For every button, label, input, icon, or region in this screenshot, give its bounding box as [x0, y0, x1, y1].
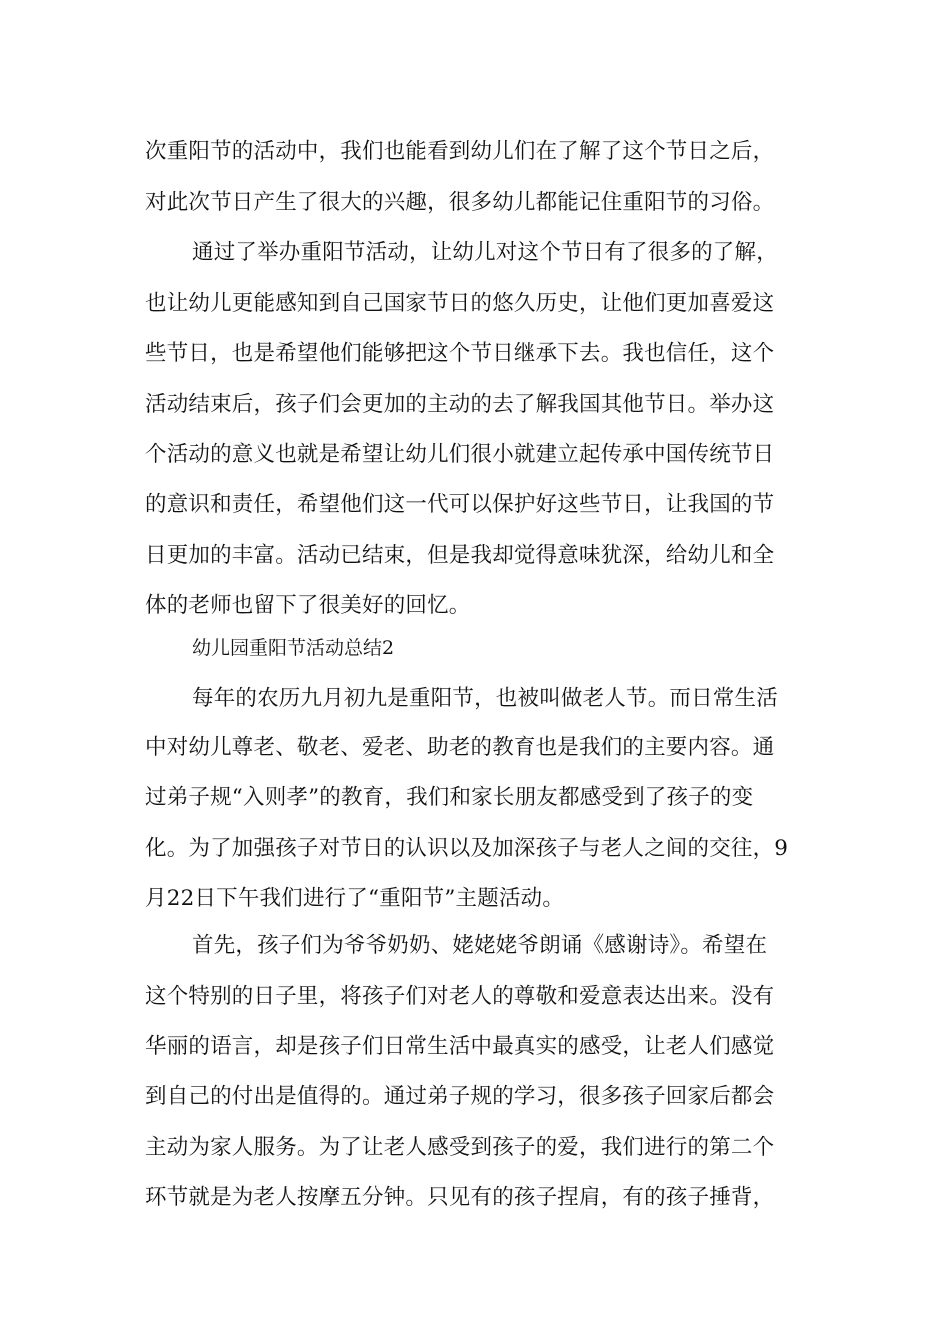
paragraph-start-line: 通过了举办重阳节活动，让幼儿对这个节日有了很多的了解， — [192, 240, 778, 265]
text-line: 的意识和责任，希望他们这一代可以保护好这些节日，让我国的节 — [145, 492, 775, 517]
text-line: 过弟子规“入则孝”的教育，我们和家长朋友都感受到了孩子的变 — [145, 785, 754, 810]
text-line: 些节日，也是希望他们能够把这个节日继承下去。我也信任，这个 — [145, 341, 775, 366]
text-line: 环节就是为老人按摩五分钟。只见有的孩子捏肩，有的孩子捶背， — [145, 1185, 775, 1210]
text-line: 到自己的付出是值得的。通过弟子规的学习，很多孩子回家后都会 — [145, 1084, 775, 1109]
text-line: 这个特别的日子里，将孩子们对老人的尊敬和爱意表达出来。没有 — [145, 984, 775, 1009]
text-line: 对此次节日产生了很大的兴趣，很多幼儿都能记住重阳节的习俗。 — [145, 190, 775, 215]
paragraph-start-line: 首先，孩子们为爷爷奶奶、姥姥姥爷朗诵《感谢诗》。希望在 — [192, 933, 768, 958]
text-line: 个活动的意义也就是希望让幼儿们很小就建立起传承中国传统节日 — [145, 442, 775, 467]
text-line: 化。为了加强孩子对节日的认识以及加深孩子与老人之间的交往，9 — [145, 836, 789, 861]
text-line: 体的老师也留下了很美好的回忆。 — [145, 593, 471, 618]
text-line: 月22日下午我们进行了“重阳节”主题活动。 — [145, 886, 565, 911]
text-line: 中对幼儿尊老、敬老、爱老、助老的教育也是我们的主要内容。通 — [145, 735, 775, 760]
text-line: 华丽的语言，却是孩子们日常生活中最真实的感受，让老人们感觉 — [145, 1034, 775, 1059]
text-line: 日更加的丰富。活动已结束，但是我却觉得意味犹深，给幼儿和全 — [145, 543, 775, 568]
text-line: 次重阳节的活动中，我们也能看到幼儿们在了解了这个节日之后， — [145, 139, 775, 164]
paragraph-start-line: 每年的农历九月初九是重阳节，也被叫做老人节。而日常生活 — [192, 686, 778, 711]
section-heading: 幼儿园重阳节活动总结2 — [192, 637, 395, 659]
text-line: 主动为家人服务。为了让老人感受到孩子的爱，我们进行的第二个 — [145, 1135, 775, 1160]
text-line: 活动结束后，孩子们会更加的主动的去了解我国其他节日。举办这 — [145, 392, 775, 417]
text-line: 也让幼儿更能感知到自己国家节日的悠久历史，让他们更加喜爱这 — [145, 291, 775, 316]
